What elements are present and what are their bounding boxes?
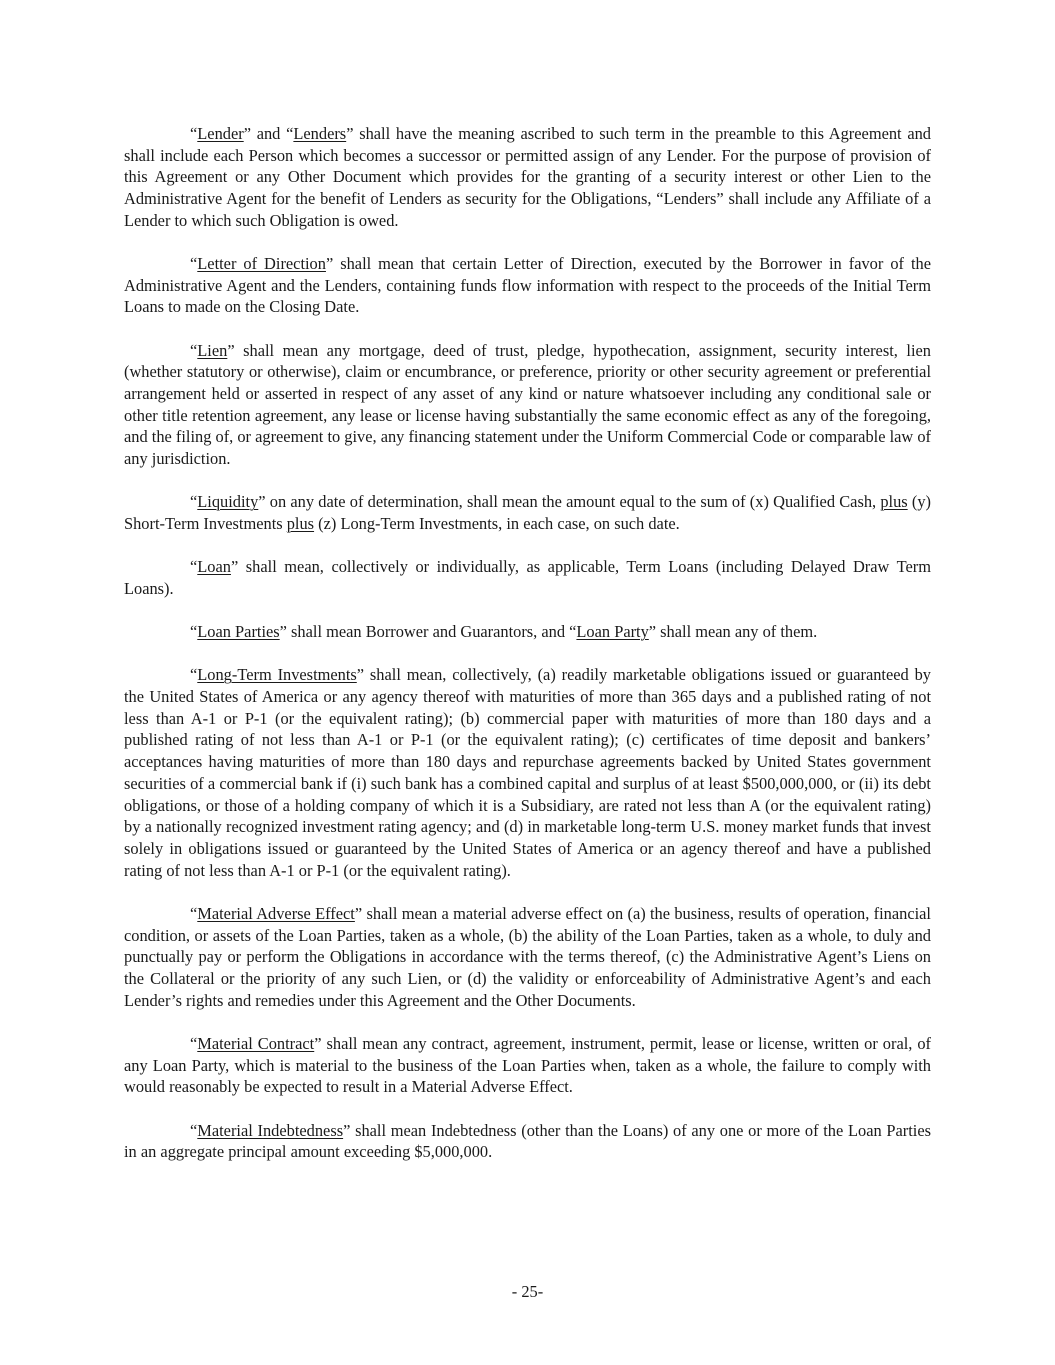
defined-term: Lenders — [293, 124, 347, 143]
document-body — [124, 123, 931, 1163]
definition-liquidity — [124, 491, 931, 534]
defined-term: Lender — [197, 124, 244, 143]
definition-long-term-investments — [124, 664, 931, 881]
definition-text: “ — [190, 1120, 198, 1140]
defined-term: Long-Term Investments — [197, 665, 357, 685]
definition-text: “ — [190, 1033, 198, 1053]
definition-loan — [124, 556, 931, 599]
definition-text: “ — [190, 340, 198, 360]
definition-text: ” and “ — [243, 124, 294, 143]
definition-text: ” on any date of determination, shall mean the amount equal to the sum of (x) Qualified Cash, — [258, 492, 881, 512]
definition-letter-of-direction — [124, 253, 931, 318]
defined-term: Loan — [197, 557, 231, 577]
defined-term: Lien — [197, 340, 228, 360]
definition-text: ” shall mean Borrower and Guarantors, and “ — [279, 622, 577, 642]
defined-term: Loan Party — [576, 622, 649, 642]
definition-material-indebtedness — [124, 1120, 931, 1163]
defined-term: Letter of Direction — [197, 254, 326, 274]
definition-material-contract — [124, 1033, 931, 1098]
definition-text: “ — [190, 665, 198, 685]
definition-text: “ — [190, 254, 198, 274]
defined-term: plus — [880, 492, 908, 512]
definition-text: ” shall mean any contract, agreement, instrument, permit, lease or license, written or oral, of any Loan Party, which is material to the business of the Loan Parties when, taken as a whole, the failure to comply with would reasonably be expected to result in a Material Adverse Effect. — [124, 1033, 932, 1097]
definition-text: “ — [190, 557, 198, 577]
definition-text: “ — [190, 903, 198, 923]
definition-text: ” shall mean a material adverse effect on (a) the business, results of operation, financial condition, or assets of the Loan Parties, taken as a whole, (b) the ability of the Loan Parties, taken as a whole, to duly and punctually pay or perform the Obligations in accordance with the terms thereof, (c) the Administrative Agent’s Liens on the Collateral or the priority of any such Lien, or (d) the validity or enforceability of Administrative Agent’s and each Lender’s rights and remedies under this Agreement and the Other Documents. — [124, 903, 931, 1010]
definition-text: ” shall have the meaning ascribed to such term in the preamble to this Agreement and shall include each Person which becomes a successor or permitted assign of any Lender. For the purpose of provision of this Agreement or any Other Document which provides for the granting of a security interest or other Lien to the Administrative Agent for the benefit of Lenders as security for the Obligations, “Lenders” shall include any Affiliate of a Lender to which such Obligation is owed. — [124, 124, 931, 230]
definition-text: “ — [190, 492, 198, 512]
definition-text: (y) Short-Term Investments — [124, 492, 931, 534]
definition-text: ” shall mean that certain Letter of Direction, executed by the Borrower in favor of the Administrative Agent and the Lenders, containing funds flow information with respect to the proceeds of the Initial Term Loans to made on the Closing Date. — [124, 254, 931, 317]
defined-term: Material Adverse Effect — [197, 903, 355, 923]
definition-text: “ — [190, 124, 198, 143]
defined-term: plus — [286, 514, 315, 534]
definition-loan-parties — [124, 621, 931, 643]
defined-term: Material Contract — [197, 1033, 315, 1053]
definition-text: ” shall mean any mortgage, deed of trust, pledge, hypothecation, assignment, security interest, lien (whether statutory or otherwise), claim or encumbrance, or preference, priority or other security agreement or preferential arrangement held or asserted in respect of any asset of any kind or nature whatsoever including any conditional sale or other title retention agreement, any lease or license having substantially the same economic effect as any of the foregoing, and the filing of, or agreement to give, any financing statement under the Uniform Commercial Code or comparable law of any jurisdiction. — [124, 340, 931, 469]
definition-text: ” shall mean Indebtedness (other than the Loans) of any one or more of the Loan Parties in an aggregate principal amount exceeding $5,000,000. — [124, 1120, 931, 1162]
definition-text: ” shall mean, collectively or individually, as applicable, Term Loans (including Delayed Draw Term Loans). — [124, 557, 931, 598]
definition-text: ” shall mean, collectively, (a) readily marketable obligations issued or guaranteed by the United States of America or any agency thereof with maturities of more than 365 days and a published rating of not less than A-1 or P-1 (or the equivalent rating); (b) commercial paper with maturities of more than 180 days and a published rating of not less than A-1 or P-1 (or the equivalent rating); (c) certificates of time deposit and bankers’ acceptances having maturities of more than 180 days and repurchase agreements backed by United States government securities of a commercial bank if (i) such bank has a combined capital and surplus of at least $500,000,000, or (ii) its debt obligations, or those of a holding company of which it is a Subsidiary, are rated not less than A (or the equivalent rating) by a nationally recognized investment rating agency; and (d) in marketable long-term U.S. money market funds that invest solely in obligations issued or guaranteed by the United States of America or an agency thereof and have a published rating of not less than A-1 or P-1 (or the equivalent rating). — [124, 665, 931, 880]
definition-lien — [124, 340, 931, 470]
defined-term: Loan Parties — [197, 622, 280, 642]
definition-material-adverse-effect — [124, 903, 931, 1012]
definition-text: “ — [190, 622, 198, 642]
definition-text: (z) Long-Term Investments, in each case, on such date. — [314, 514, 680, 534]
definition-text: ” shall mean any of them. — [648, 622, 818, 642]
definition-lender — [124, 123, 931, 232]
page-number: - 25- — [511, 1282, 544, 1301]
defined-term: Material Indebtedness — [197, 1120, 344, 1140]
defined-term: Liquidity — [197, 492, 259, 512]
